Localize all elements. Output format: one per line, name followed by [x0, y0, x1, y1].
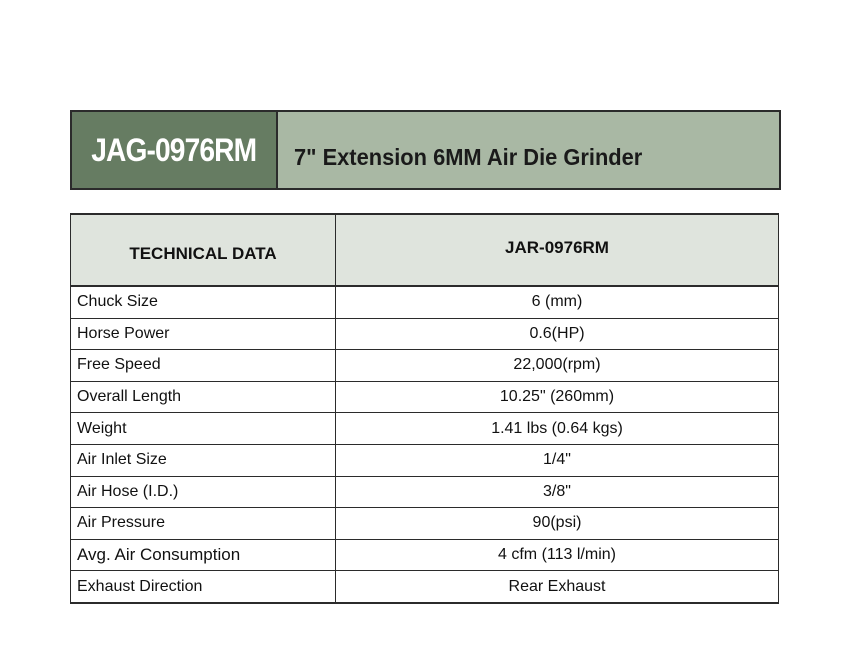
table-row-horse-power [71, 318, 779, 350]
spec-value: 90(psi) [336, 508, 779, 540]
spec-value: Rear Exhaust [336, 571, 779, 603]
spec-label: Air Inlet Size [71, 444, 336, 476]
model-column-heading: JAR-0976RM [336, 214, 779, 286]
spec-value: 6 (mm) [336, 286, 779, 318]
title-bar [70, 110, 781, 190]
spec-value: 0.6(HP) [336, 318, 779, 350]
spec-label: Air Hose (I.D.) [71, 476, 336, 508]
table-row-air-inlet-size [71, 444, 779, 476]
table-row-air-pressure [71, 508, 779, 540]
table-row-exhaust-direction [71, 571, 779, 603]
spec-label: Air Pressure [71, 508, 336, 540]
spec-value: 10.25" (260mm) [336, 381, 779, 413]
spec-value: 22,000(rpm) [336, 350, 779, 382]
table-row-overall-length [71, 381, 779, 413]
spec-label: Avg. Air Consumption [71, 539, 336, 571]
spec-label: Overall Length [71, 381, 336, 413]
table-row-air-hose [71, 476, 779, 508]
spec-value: 1/4" [336, 444, 779, 476]
spec-label: Exhaust Direction [71, 571, 336, 603]
model-number-box [72, 112, 278, 188]
model-number: JAG-0976RM [91, 131, 257, 168]
spec-label: Horse Power [71, 318, 336, 350]
table-row-air-consumption [71, 539, 779, 571]
spec-value: 1.41 lbs (0.64 kgs) [336, 413, 779, 445]
table-row-chuck-size [71, 286, 779, 318]
product-name: 7" Extension 6MM Air Die Grinder [294, 143, 643, 170]
spec-label: Weight [71, 413, 336, 445]
spec-label: Free Speed [71, 350, 336, 382]
spec-value: 4 cfm (113 l/min) [336, 539, 779, 571]
table-row-weight [71, 413, 779, 445]
table-header-row [71, 214, 779, 286]
technical-data-table [70, 213, 779, 604]
technical-data-heading: TECHNICAL DATA [71, 214, 336, 286]
table-row-free-speed [71, 350, 779, 382]
product-name-box [278, 112, 779, 188]
spec-label: Chuck Size [71, 286, 336, 318]
spec-value: 3/8" [336, 476, 779, 508]
